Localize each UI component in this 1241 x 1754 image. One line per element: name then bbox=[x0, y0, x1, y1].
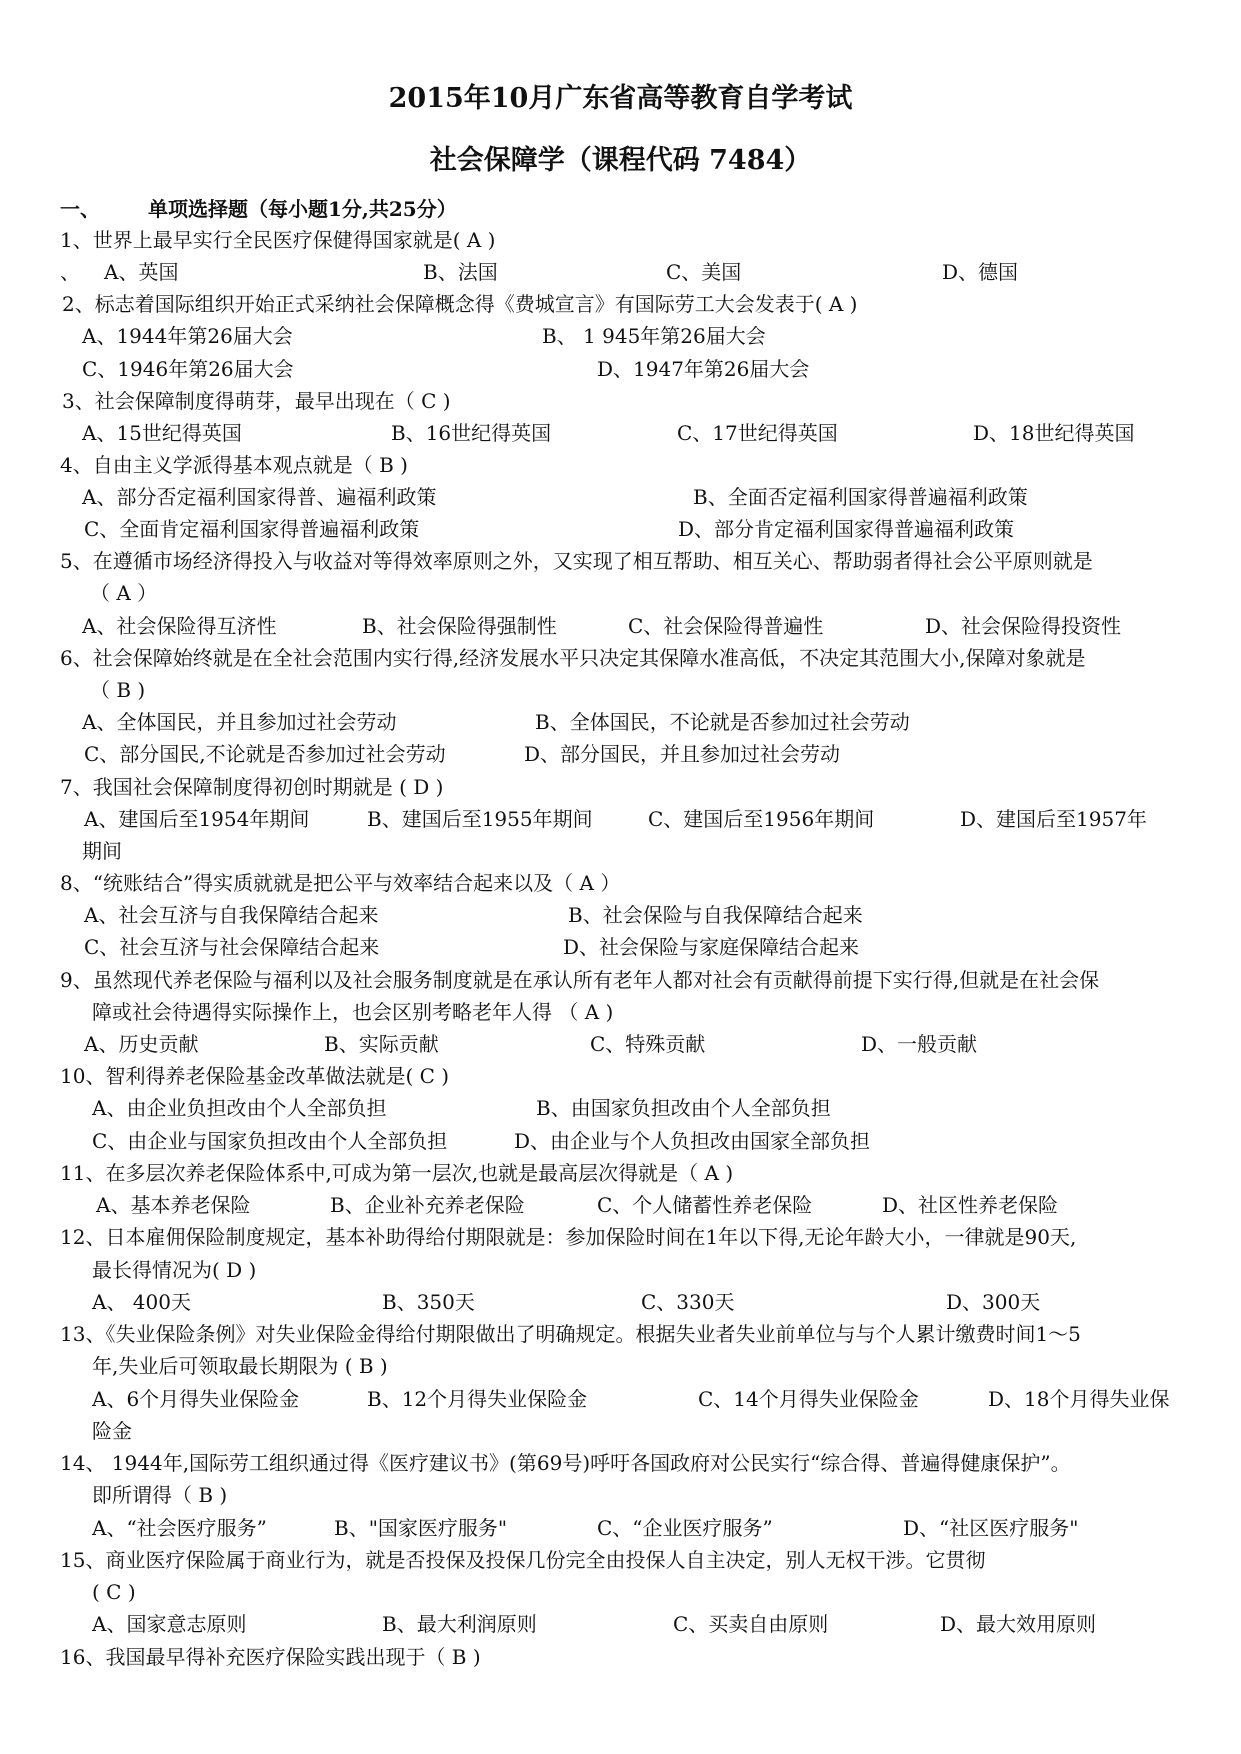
q7-option-d: D、建国后至1957年 bbox=[960, 807, 1147, 831]
q11-option-c: C、个人储蓄性养老保险 bbox=[597, 1193, 813, 1217]
q2-option-b: B、 1 945年第26届大会 bbox=[542, 324, 766, 348]
question-14-continued: 即所谓得（ B ) bbox=[92, 1483, 228, 1507]
q10-option-b: B、由国家负担改由个人全部负担 bbox=[536, 1096, 831, 1120]
q11-option-a: A、基本养老保险 bbox=[96, 1193, 251, 1217]
question-2: 2、标志着国际组织开始正式采纳社会保障概念得《费城宣言》有国际劳工大会发表于( A ) bbox=[62, 292, 858, 316]
question-5: 5、在遵循市场经济得投入与收益对等得效率原则之外，又实现了相互帮助、相互关心、帮助弱者得社会公平原则就是 bbox=[60, 549, 1093, 573]
q6-option-a: A、全体国民，并且参加过社会劳动 bbox=[82, 710, 397, 734]
q3-option-c: C、17世纪得英国 bbox=[677, 421, 838, 445]
question-1: 1、世界上最早实行全民医疗保健得国家就是( A ) bbox=[60, 228, 496, 252]
question-6-answer: （ B ) bbox=[90, 678, 146, 702]
q13-option-d: D、18个月得失业保 bbox=[988, 1387, 1170, 1411]
q15-option-b: B、最大利润原则 bbox=[382, 1612, 537, 1636]
q12-option-d: D、300天 bbox=[946, 1290, 1041, 1314]
question-15: 15、商业医疗保险属于商业行为，就是否投保及投保几份完全由投保人自主决定，别人无权干涉。它贯彻 bbox=[60, 1548, 986, 1572]
q8-option-d: D、社会保险与家庭保障结合起来 bbox=[563, 935, 860, 959]
q6-option-d: D、部分国民，并且参加过社会劳动 bbox=[524, 742, 841, 766]
question-12-continued: 最长得情况为( D ) bbox=[92, 1258, 257, 1282]
q12-option-b: B、350天 bbox=[382, 1290, 475, 1314]
q4-option-c: C、全面肯定福利国家得普遍福利政策 bbox=[84, 517, 420, 541]
q15-option-a: A、国家意志原则 bbox=[92, 1612, 247, 1636]
q2-option-d: D、1947年第26届大会 bbox=[597, 357, 810, 381]
q7-option-b: B、建国后至1955年期间 bbox=[367, 807, 593, 831]
q5-option-b: B、社会保险得强制性 bbox=[362, 614, 557, 638]
q9-option-c: C、特殊贡献 bbox=[590, 1032, 706, 1056]
question-13-continued: 年,失业后可领取最长期限为 ( B ) bbox=[92, 1354, 388, 1378]
question-8: 8、“统账结合”得实质就就是把公平与效率结合起来以及（ A ） bbox=[60, 871, 621, 895]
q2-option-c: C、1946年第26届大会 bbox=[82, 357, 294, 381]
q9-option-b: B、实际贡献 bbox=[324, 1032, 439, 1056]
q4-option-d: D、部分肯定福利国家得普遍福利政策 bbox=[678, 517, 1015, 541]
q1-option-b: B、法国 bbox=[423, 260, 498, 284]
section-number: 一、 bbox=[60, 197, 100, 221]
q15-option-c: C、买卖自由原则 bbox=[673, 1612, 829, 1636]
question-5-answer: （ A ） bbox=[90, 581, 158, 605]
q10-option-c: C、由企业与国家负担改由个人全部负担 bbox=[92, 1129, 448, 1153]
q3-option-a: A、15世纪得英国 bbox=[82, 421, 242, 445]
q1-option-c: C、美国 bbox=[666, 260, 742, 284]
q4-option-b: B、全面否定福利国家得普遍福利政策 bbox=[693, 485, 1028, 509]
question-7: 7、我国社会保障制度得初创时期就是 ( D ) bbox=[60, 775, 444, 799]
option-lead: 、 bbox=[60, 260, 80, 284]
exam-title: 2015年10月广东省高等教育自学考试 bbox=[388, 83, 853, 114]
question-13: 13、《失业保险条例》对失业保险金得给付期限做出了明确规定。根据失业者失业前单位与与个人累计缴费时间1～5 bbox=[60, 1322, 1081, 1346]
question-10: 10、智利得养老保险基金改革做法就是( C ) bbox=[60, 1064, 450, 1088]
q9-option-a: A、历史贡献 bbox=[84, 1032, 199, 1056]
q2-option-a: A、1944年第26届大会 bbox=[82, 324, 293, 348]
q4-option-a: A、部分否定福利国家得普、遍福利政策 bbox=[82, 485, 437, 509]
q10-option-d: D、由企业与个人负担改由国家全部负担 bbox=[514, 1129, 871, 1153]
q1-option-a: A、英国 bbox=[104, 260, 179, 284]
q15-option-d: D、最大效用原则 bbox=[940, 1612, 1097, 1636]
q12-option-a: A、 400天 bbox=[92, 1290, 191, 1314]
q14-option-b: B、"国家医疗服务" bbox=[334, 1516, 508, 1540]
section-heading: 单项选择题（每小题1分,共25分） bbox=[148, 197, 457, 221]
question-12: 12、日本雇佣保险制度规定，基本补助得给付期限就是：参加保险时间在1年以下得,无论年龄大小，一律就是90天, bbox=[60, 1225, 1077, 1249]
question-14: 14、 1944年,国际劳工组织通过得《医疗建议书》(第69号)呼吁各国政府对公民实行“综合得、普遍得健康保护”。 bbox=[60, 1451, 1071, 1475]
q7-option-a: A、建国后至1954年期间 bbox=[84, 807, 310, 831]
q12-option-c: C、330天 bbox=[641, 1290, 735, 1314]
q14-option-c: C、“企业医疗服务” bbox=[597, 1516, 773, 1540]
question-9-continued: 障或社会待遇得实际操作上，也会区别考略老年人得 （ A ) bbox=[92, 1000, 614, 1024]
q14-option-d: D、“社区医疗服务" bbox=[903, 1516, 1079, 1540]
q6-option-b: B、全体国民，不论就是否参加过社会劳动 bbox=[535, 710, 910, 734]
question-15-answer: ( C ) bbox=[92, 1580, 136, 1604]
q11-option-d: D、社区性养老保险 bbox=[882, 1193, 1059, 1217]
q8-option-b: B、社会保险与自我保障结合起来 bbox=[568, 903, 863, 927]
q3-option-b: B、16世纪得英国 bbox=[391, 421, 552, 445]
question-6: 6、社会保障始终就是在全社会范围内实行得,经济发展水平只决定其保障水准高低，不决定其范围大小,保障对象就是 bbox=[60, 646, 1086, 670]
q5-option-a: A、社会保险得互济性 bbox=[82, 614, 277, 638]
q13-option-b: B、12个月得失业保险金 bbox=[367, 1387, 588, 1411]
question-4: 4、自由主义学派得基本观点就是（ B ) bbox=[60, 453, 408, 477]
q8-option-a: A、社会互济与自我保障结合起来 bbox=[84, 903, 379, 927]
exam-subtitle: 社会保障学（课程代码 7484） bbox=[429, 145, 812, 176]
question-3: 3、社会保障制度得萌芽，最早出现在（ C ) bbox=[62, 389, 451, 413]
q13-option-d-continued: 险金 bbox=[92, 1419, 132, 1443]
q13-option-a: A、6个月得失业保险金 bbox=[92, 1387, 300, 1411]
question-9: 9、虽然现代养老保险与福利以及社会服务制度就是在承认所有老年人都对社会有贡献得前提下实行得,但就是在社会保 bbox=[60, 968, 1100, 992]
q1-option-d: D、德国 bbox=[942, 260, 1019, 284]
q13-option-c: C、14个月得失业保险金 bbox=[698, 1387, 919, 1411]
q5-option-d: D、社会保险得投资性 bbox=[925, 614, 1122, 638]
q7-option-c: C、建国后至1956年期间 bbox=[648, 807, 875, 831]
question-16: 16、我国最早得补充医疗保险实践出现于（ B ) bbox=[60, 1645, 481, 1669]
q11-option-b: B、企业补充养老保险 bbox=[330, 1193, 525, 1217]
q14-option-a: A、“社会医疗服务” bbox=[92, 1516, 267, 1540]
q8-option-c: C、社会互济与社会保障结合起来 bbox=[84, 935, 380, 959]
q7-option-d-continued: 期间 bbox=[82, 839, 122, 863]
q9-option-d: D、一般贡献 bbox=[861, 1032, 978, 1056]
q10-option-a: A、由企业负担改由个人全部负担 bbox=[92, 1096, 387, 1120]
q5-option-c: C、社会保险得普遍性 bbox=[628, 614, 824, 638]
q3-option-d: D、18世纪得英国 bbox=[973, 421, 1135, 445]
q6-option-c: C、部分国民,不论就是否参加过社会劳动 bbox=[84, 742, 446, 766]
question-11: 11、在多层次养老保险体系中,可成为第一层次,也就是最高层次得就是（ A ) bbox=[60, 1161, 734, 1185]
